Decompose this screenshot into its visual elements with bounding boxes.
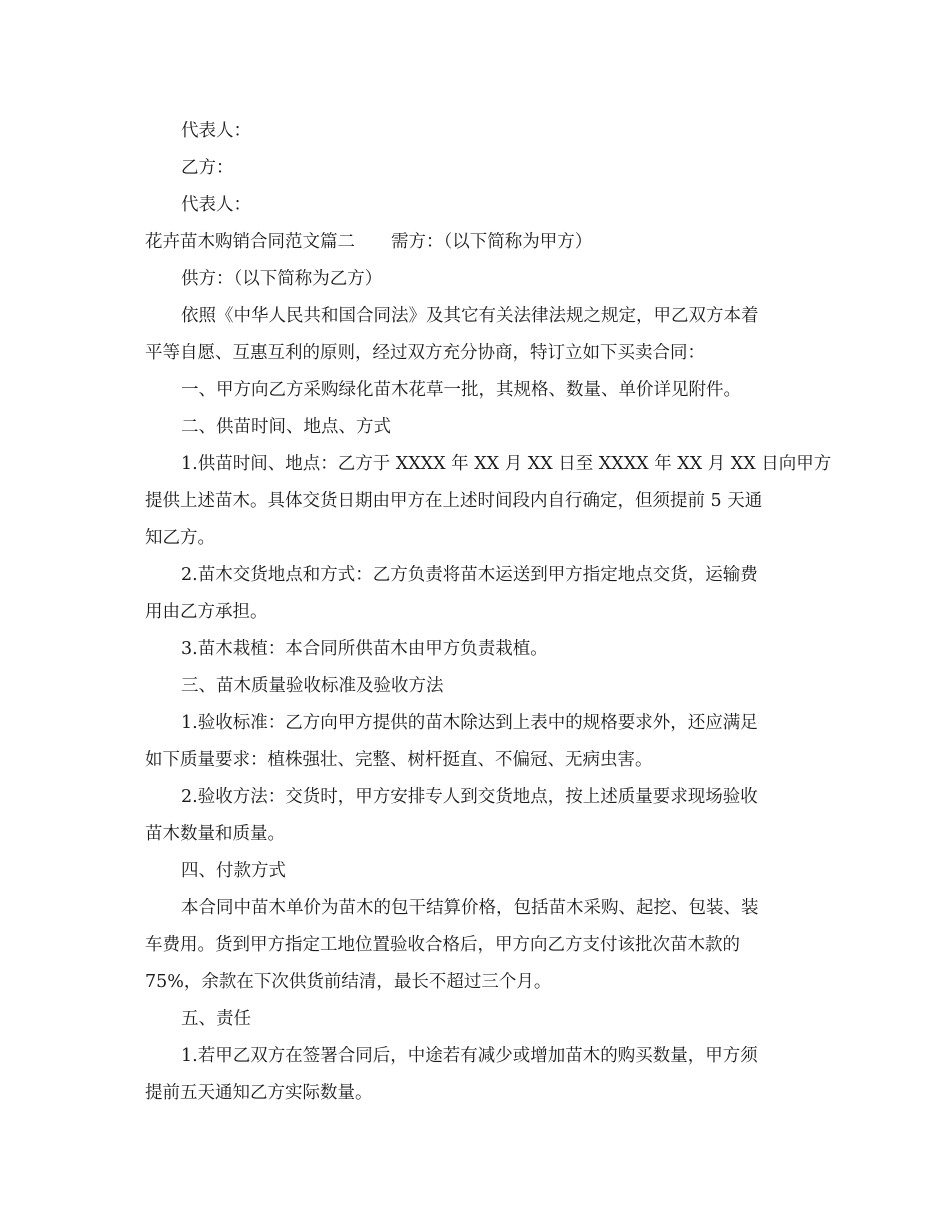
body-line: 五、责任: [181, 1009, 251, 1029]
body-line: 三、苗木质量验收标准及验收方法: [181, 676, 444, 696]
body-line: 3.苗木栽植：本合同所供苗木由甲方负责栽植。: [181, 639, 548, 659]
body-line: 2.验收方法：交货时，甲方安排专人到交货地点，按上述质量要求现场验收: [181, 787, 758, 807]
body-line: 75%，余款在下次供货前结清，最长不超过三个月。: [145, 972, 552, 992]
body-line: 提供上述苗木。具体交货日期由甲方在上述时间段内自行确定，但须提前 5 天通: [145, 491, 763, 511]
body-line: 提前五天通知乙方实际数量。: [145, 1083, 373, 1103]
body-line: 一、甲方向乙方采购绿化苗木花草一批，其规格、数量、单价详见附件。: [181, 380, 741, 400]
party-b-line: 乙方：: [181, 158, 234, 178]
body-line: 1.供苗时间、地点：乙方于 XXXX 年 XX 月 XX 日至 XXXX 年 XX 月 XX 日向甲方: [181, 454, 832, 474]
body-line: 车费用。货到甲方指定工地位置验收合格后，甲方向乙方支付该批次苗木款的: [145, 935, 740, 955]
body-line: 苗木数量和质量。: [145, 824, 285, 844]
body-line: 平等自愿、互惠互利的原则，经过双方充分协商，特订立如下买卖合同：: [145, 343, 705, 363]
body-line: 知乙方。: [145, 528, 215, 548]
body-line: 1.验收标准：乙方向甲方提供的苗木除达到上表中的规格要求外，还应满足: [181, 713, 758, 733]
body-line: 依照《中华人民共和国合同法》及其它有关法律法规之规定，甲乙双方本着: [181, 306, 759, 326]
document-page: [145, 113, 832, 1112]
body-line: 用由乙方承担。: [145, 602, 268, 622]
rep-b-line: 代表人：: [181, 195, 251, 215]
rep-a-line: 代表人：: [181, 121, 251, 141]
contract-title: 花卉苗木购销合同范文篇二: [145, 232, 355, 252]
body-line: 如下质量要求：植株强壮、完整、树杆挺直、不偏冠、无病虫害。: [145, 750, 653, 770]
body-line: 四、付款方式: [181, 861, 286, 881]
title-line: [145, 224, 805, 261]
body-line: 二、供苗时间、地点、方式: [181, 417, 391, 437]
body-line: 本合同中苗木单价为苗木的包干结算价格，包括苗木采购、起挖、包装、装: [181, 898, 759, 918]
body-line: 2.苗木交货地点和方式：乙方负责将苗木运送到甲方指定地点交货，运输费: [181, 565, 758, 585]
supplier-line: 供方：（以下简称为乙方）: [181, 269, 383, 289]
demand-party: 需方：（以下简称为甲方）: [391, 232, 593, 252]
contract-body: [145, 298, 832, 1112]
body-line: 1.若甲乙双方在签署合同后，中途若有减少或增加苗木的购买数量，甲方须: [181, 1046, 758, 1066]
